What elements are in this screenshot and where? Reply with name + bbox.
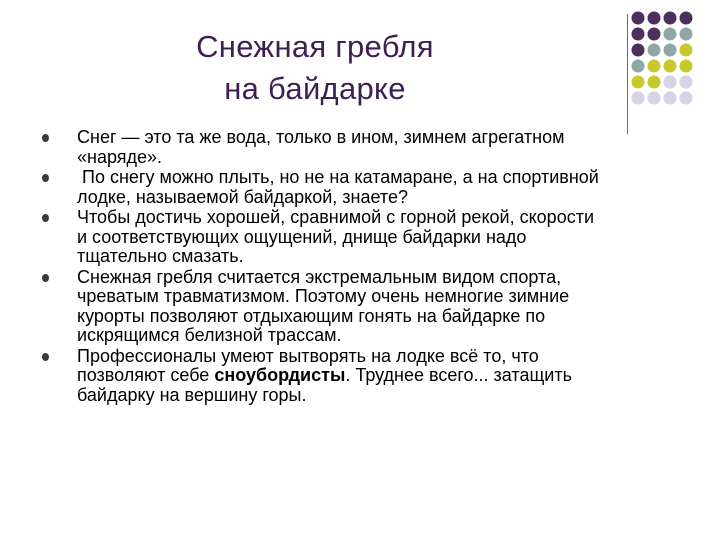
decorative-divider-line [627,14,628,134]
decorative-dot [648,44,661,57]
bullet-list [40,127,604,405]
list-item [40,268,600,346]
list-item-text-part: Профессионалы умеют вытворять на лодке всё то, что позволяют себе [77,345,539,385]
list-item [40,167,604,207]
list-item-text: По снегу можно плыть, но не на катамаране, а на спортивной лодке, называемой байдаркой, знаете? [77,167,604,207]
list-item [40,208,600,267]
bullet-icon [42,214,49,222]
decorative-dot [664,12,677,25]
decorative-dot [632,12,645,25]
decorative-dot [648,92,661,105]
list-item-text-part: . Труднее всего... затащить байдарку на вершину горы. [77,365,572,405]
decorative-dot [680,60,693,73]
list-item-text: Снежная гребля считается экстремальным видом спорта, чреватым травматизмом. Поэтому очень немногие зимние курорты позволяют отдыхающим гонять на байдарке по искрящимся белизной трассам. [77,266,570,345]
decorative-dot [680,92,693,105]
decorative-dot [664,76,677,89]
decorative-dot [632,76,645,89]
bullet-icon [42,174,49,182]
decorative-dot [648,60,661,73]
decorative-dot [632,60,645,73]
decorative-dot [664,60,677,73]
slide-title [130,26,500,110]
bullet-icon [42,274,49,282]
list-item [40,347,600,406]
list-item-text: Чтобы достичь хорошей, сравнимой с горной рекой, скорости и соответствующих ощущений, днище байдарки надо тщательно смазать. [77,207,594,266]
decorative-dot [648,28,661,41]
decorative-dot [648,12,661,25]
decorative-dot [680,12,693,25]
decorative-dot [664,44,677,57]
decorative-dot [680,76,693,89]
list-item [40,128,600,167]
bullet-icon [42,134,49,142]
list-item-bold-text: сноубордисты [214,365,346,385]
decorative-dot [632,92,645,105]
decorative-dot [648,76,661,89]
bullet-icon [42,353,49,361]
slide-title-line-1: Снежная гребля [196,29,434,64]
decorative-dot [664,92,677,105]
decorative-dot [680,28,693,41]
decorative-dot [632,44,645,57]
list-item-text [77,346,572,405]
decorative-dot [632,28,645,41]
list-item-text: Снег — это та же вода, только в ином, зимнем агрегатном «наряде». [77,127,565,167]
decorative-dot [680,44,693,57]
decorative-dot [664,28,677,41]
slide-title-line-2: на байдарке [224,71,406,106]
